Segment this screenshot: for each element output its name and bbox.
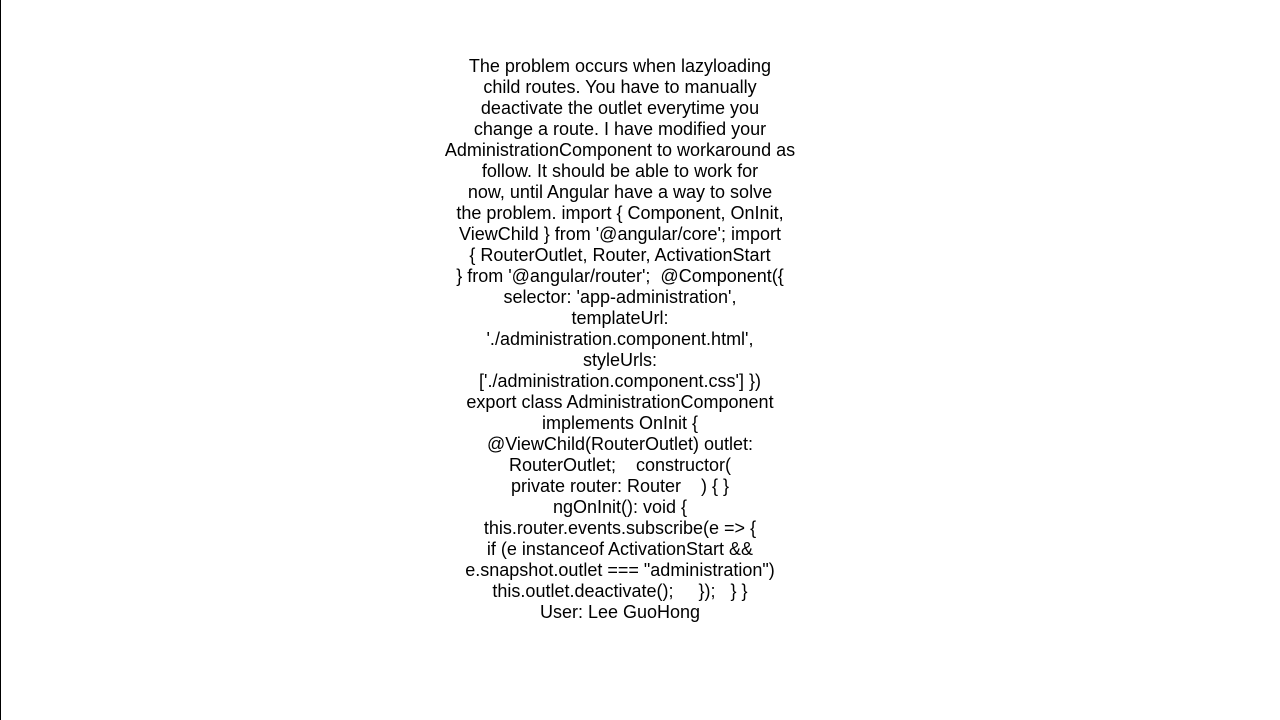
text-line: export class AdministrationComponent — [466, 392, 774, 412]
text-line: now, until Angular have a way to solve — [467, 182, 773, 202]
text-line: ngOnInit(): void { — [552, 497, 688, 517]
text-line: follow. It should be able to work for — [481, 161, 759, 181]
text-line: @ViewChild(RouterOutlet) outlet: — [486, 434, 754, 454]
text-line: this.outlet.deactivate(); }); } } — [492, 581, 748, 601]
text-line: ViewChild } from '@angular/core'; import — [459, 224, 781, 244]
text-line: e.snapshot.outlet === "administration") — [465, 560, 775, 580]
text-line: this.router.events.subscribe(e => { — [483, 518, 757, 538]
text-line: ['./administration.component.css'] }) — [479, 371, 761, 391]
text-line: private router: Router ) { } — [510, 476, 730, 496]
text-line: } from '@angular/router'; @Component({ — [456, 266, 784, 286]
text-line: implements OnInit { — [541, 413, 699, 433]
text-line: the problem. import { Component, OnInit, — [456, 203, 784, 223]
text-line: './administration.component.html', — [486, 329, 754, 349]
text-line: deactivate the outlet everytime you — [480, 98, 760, 118]
text-line: styleUrls: — [582, 350, 657, 370]
text-line: AdministrationComponent to workaround as — [444, 140, 796, 160]
text-line: child routes. You have to manually — [483, 77, 757, 97]
text-line: RouterOutlet; constructor( — [508, 455, 732, 475]
user-attribution: User: Lee GuoHong — [539, 602, 701, 622]
text-line: { RouterOutlet, Router, ActivationStart — [469, 245, 771, 265]
text-line: The problem occurs when lazyloading — [468, 56, 772, 76]
text-line: change a route. I have modified your — [473, 119, 767, 139]
text-line: selector: 'app-administration', — [503, 287, 737, 307]
text-line: if (e instanceof ActivationStart && — [486, 539, 754, 559]
text-line: templateUrl: — [571, 308, 669, 328]
answer-text-block — [1, 56, 1239, 623]
